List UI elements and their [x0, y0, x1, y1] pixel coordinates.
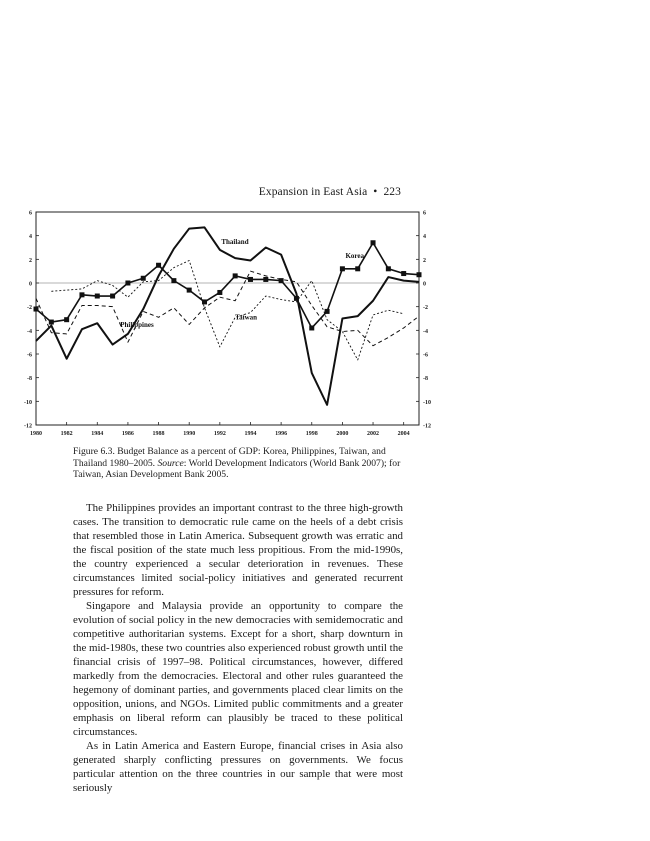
series-label-philippines: Philippines — [120, 320, 154, 329]
y-tick-label-left: -6 — [27, 352, 32, 359]
figure-caption — [73, 446, 403, 481]
caption-source-label: Source — [157, 457, 184, 469]
y-tick-label-left: -12 — [24, 423, 32, 430]
series-marker-korea — [141, 276, 146, 281]
series-marker-korea — [417, 272, 422, 277]
series-marker-korea — [325, 309, 330, 314]
series-marker-korea — [156, 263, 161, 268]
caption-main: Budget Balance as a percent of GDP: Korea, Philippines, Taiwan, and Thailand 1980–2005. — [73, 446, 386, 469]
series-marker-korea — [248, 277, 253, 282]
series-marker-korea — [355, 266, 360, 271]
x-tick-label: 1986 — [121, 431, 134, 437]
caption-source-text: : World Development Indicators (World Bank 2007); for Taiwan, Asian Development Bank 2005. — [73, 457, 401, 480]
y-tick-label-right: -4 — [423, 328, 428, 335]
series-marker-korea — [34, 307, 39, 312]
x-tick-label: 2004 — [397, 431, 410, 437]
y-tick-label-left: -4 — [27, 328, 32, 335]
running-head-separator: • — [373, 186, 378, 198]
series-marker-korea — [95, 294, 100, 299]
series-marker-korea — [187, 288, 192, 293]
y-tick-label-left: 6 — [29, 210, 32, 217]
series-marker-korea — [309, 325, 314, 330]
y-tick-label-right: -8 — [423, 376, 428, 383]
series-marker-korea — [401, 271, 406, 276]
series-marker-korea — [202, 299, 207, 304]
series-marker-korea — [233, 273, 238, 278]
series-marker-korea — [64, 317, 69, 322]
running-head-title: Expansion in East Asia — [258, 186, 368, 198]
series-marker-korea — [217, 290, 222, 295]
body-paragraph: The Philippines provides an important contrast to the three high-growth cases. The transition to democratic rule came on the heels of a debt crisis that resembled those in Latin America. Subsequent growth was erratic and the fiscal position of the state much less propitious. From the mid-1990s, the country experienced a secular deterioration in revenues. These circumstances limited social-policy initiatives and generated recurrent pressures for reform. — [73, 502, 403, 598]
body-paragraph: Singapore and Malaysia provide an opportunity to compare the evolution of social policy in the new democracies with semidemocratic and competitive authoritarian systems. Except for a short, sharp downturn in the mid-1980s, these two countries also experienced robust growth until the financial crisis of 1997–98. Political circumstances, however, differed markedly from the democracies. Electoral and other rules guaranteed the hegemony of dominant parties, and governments placed clear limits on the opposition, unions, and NGOs. Limited public commitments and a greater emphasis on liberal reform can plausibly be traced to these political circumstances. — [73, 600, 403, 738]
x-tick-label: 1990 — [183, 431, 196, 437]
series-marker-korea — [371, 240, 376, 245]
y-tick-label-left: 0 — [29, 281, 32, 288]
x-tick-label: 2002 — [367, 431, 380, 437]
series-marker-korea — [110, 294, 115, 299]
x-tick-label: 1998 — [305, 431, 318, 437]
y-tick-label-right: 4 — [423, 234, 426, 241]
x-tick-label: 1996 — [275, 431, 288, 437]
x-tick-label: 1980 — [30, 431, 42, 437]
y-tick-label-right: -12 — [423, 423, 431, 430]
body-text — [73, 501, 403, 795]
series-marker-korea — [125, 281, 130, 286]
x-tick-label: 1992 — [213, 431, 226, 437]
y-tick-label-left: 2 — [29, 257, 32, 264]
y-tick-label-right: 0 — [423, 281, 426, 288]
series-label-korea: Korea — [345, 252, 365, 261]
y-tick-label-right: -2 — [423, 305, 428, 312]
x-tick-label: 1982 — [60, 431, 73, 437]
x-tick-label: 2000 — [336, 431, 349, 437]
series-marker-korea — [340, 266, 345, 271]
series-line-taiwan — [51, 261, 403, 360]
series-marker-korea — [49, 320, 54, 325]
series-marker-korea — [279, 278, 284, 283]
caption-label: Figure 6.3. — [73, 446, 115, 457]
y-tick-label-right: -6 — [423, 352, 428, 359]
body-paragraph: As in Latin America and Eastern Europe, financial crises in Asia also generated sharply conflicting pressures on governments. We focus particular attention on the three countries in our sample that were most seriously — [73, 740, 403, 794]
y-tick-label-left: -10 — [24, 399, 32, 406]
running-head — [0, 186, 401, 198]
y-tick-label-left: -2 — [27, 305, 32, 312]
series-marker-korea — [171, 278, 176, 283]
series-marker-korea — [79, 292, 84, 297]
y-tick-label-left: 4 — [29, 234, 32, 241]
series-marker-korea — [386, 266, 391, 271]
series-label-thailand: Thailand — [221, 237, 249, 246]
series-marker-korea — [263, 277, 268, 282]
series-label-taiwan: Taiwan — [235, 313, 258, 322]
x-tick-label: 1984 — [91, 431, 104, 437]
page-number: 223 — [383, 186, 401, 198]
y-tick-label-right: 6 — [423, 210, 426, 217]
x-tick-label: 1994 — [244, 431, 257, 437]
x-tick-label: 1988 — [152, 431, 165, 437]
series-marker-korea — [294, 296, 299, 301]
series-line-philippines — [36, 271, 419, 346]
y-tick-label-left: -8 — [27, 376, 32, 383]
budget-balance-chart — [0, 200, 650, 445]
y-tick-label-right: -10 — [423, 399, 431, 406]
y-tick-label-right: 2 — [423, 257, 426, 264]
